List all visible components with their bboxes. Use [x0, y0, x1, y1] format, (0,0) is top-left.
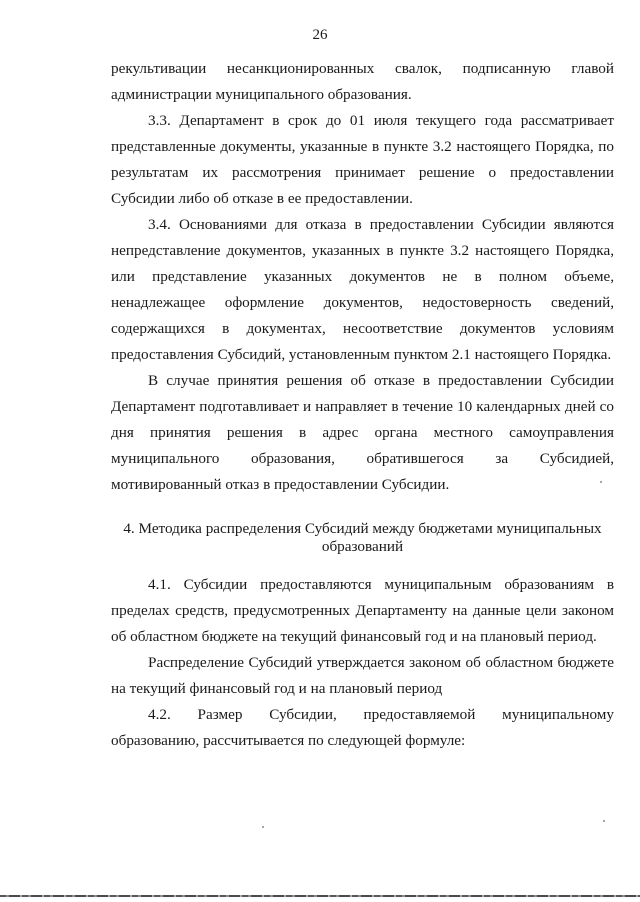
paragraph-distribution: Распределение Субсидий утверждается законом об областном бюджете на текущий финансовый год и на плановый период: [111, 654, 614, 697]
section-heading-line1: 4. Методика распределения Субсидий между бюджетами муниципальных: [123, 520, 602, 537]
paragraph-3-4: 3.4. Основаниями для отказа в предоставлении Субсидии являются непредставление документов, указанных в пункте 3.2 настоящего Порядка, или представление указанных документов не в полном объеме, ненадлежащее оформление документов, недостоверность сведений, содержащихся в документах, несоответствие документов условиям предоставления Субсидий, установленным пунктом 2.1 настоящего Порядка.: [111, 216, 614, 363]
scan-edge-line: [0, 895, 640, 897]
section-heading-line2: образований: [321, 538, 404, 555]
document-body: [111, 56, 614, 754]
paragraph-4-1: 4.1. Субсидии предоставляются муниципальным образованиям в пределах средств, предусмотренных Департаменту на данные цели законом об областном бюджете на текущий финансовый год и на плановый период.: [111, 576, 614, 645]
section-heading: [111, 520, 614, 556]
page-number: 26: [312, 27, 328, 43]
paragraph-continuation: рекультивации несанкционированных свалок, подписанную главой администрации муниципального образования.: [111, 60, 614, 103]
scan-speck: [600, 481, 602, 483]
paragraph-4-2: 4.2. Размер Субсидии, предоставляемой муниципальному образованию, рассчитывается по следующей формуле:: [111, 706, 614, 749]
paragraph-3-3: 3.3. Департамент в срок до 01 июля текущего года рассматривает представленные документы, указанные в пункте 3.2 настоящего Порядка, по результатам их рассмотрения принимает решение о предоставлении Субсидии либо об отказе в ее предоставлении.: [111, 112, 614, 207]
scan-speck: [603, 820, 605, 822]
scan-speck: [262, 826, 264, 828]
paragraph-refusal: В случае принятия решения об отказе в предоставлении Субсидии Департамент подготавливает и направляет в течение 10 календарных дней со дня принятия решения в адрес органа местного самоуправления муниципального образования, обратившегося за Субсидией, мотивированный отказ в предоставлении Субсидии.: [111, 372, 614, 493]
